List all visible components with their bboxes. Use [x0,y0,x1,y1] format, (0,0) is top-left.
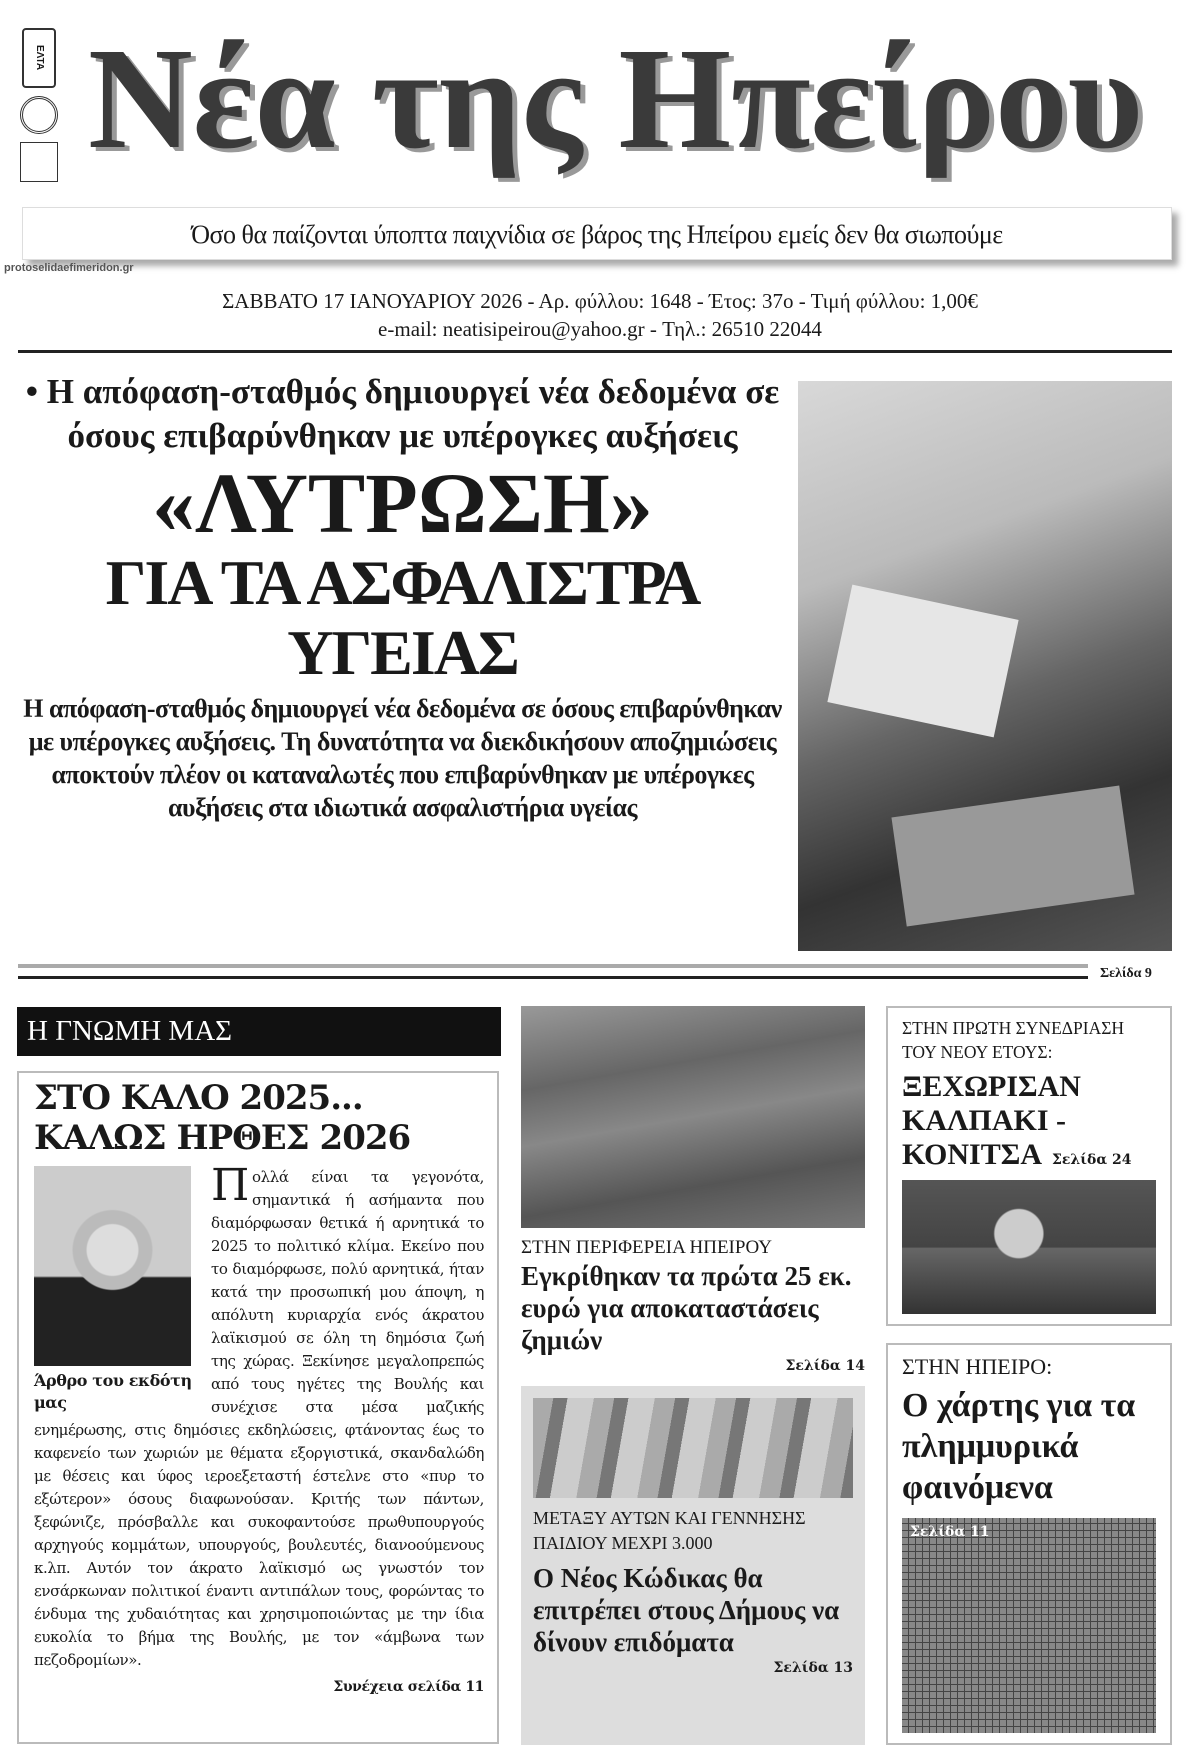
publisher-figure [34,1166,201,1414]
story-headline[interactable]: Ο Νέος Κώδικας θα επιτρέπει στους Δήμους να δίνουν επιδόματα [533,1563,840,1657]
lead-kicker: • Η απόφαση-σταθμός δημιουργεί νέα δεδομένα σε όσους επιβαρύνθηκαν με υπέρογκες αυξήσεις [25,372,780,455]
euro-notes-photo [533,1398,853,1498]
flood-fence-photo [902,1518,1156,1733]
issue-dateline: ΣΑΒΒΑΤΟ 17 ΙΑΝΟΥΑΡΙΟΥ 2026 - Αρ. φύλλου: 1648 - Έτος: 37ο - Τιμή φύλλου: 1,00€ [222,289,978,313]
story-headline[interactable]: Ο χάρτης για τα πλημμυρικά φαινόμενα [902,1387,1136,1506]
lead-headline[interactable]: «ΛΥΤΡΩΣΗ» [152,455,653,551]
drop-cap: Π [211,1160,249,1211]
newspaper-title: Νέα της Ηπείρου [88,19,1143,179]
lead-story [20,370,785,824]
elta-logo: ΕΛΤΑ [22,28,56,88]
story-page-ref: Σελίδα 24 [1052,1152,1132,1168]
story-kicker: ΜΕΤΑΞΥ ΑΥΤΩΝ ΚΑΙ ΓΕΝΝΗΣΗΣ ΠΑΙΔΙΟΥ ΜΕΧΡΙ 3.000 [533,1508,806,1553]
association-seal-logo [20,96,58,134]
story-headline[interactable]: Εγκρίθηκαν τα πρώτα 25 εκ. ευρώ για αποκαταστάσεις ζημιών [521,1261,852,1355]
story-page-ref: Σελίδα 14 [785,1358,865,1374]
story-box [886,1343,1172,1745]
publisher-photo [34,1166,191,1366]
opinion-section-header: Η ΓΝΩΜΗ ΜΑΣ [17,1007,501,1056]
opinion-article [34,1078,484,1698]
opinion-caption: Άρθρο του εκδότη μας [34,1371,192,1412]
story-page-ref: Σελίδα 13 [773,1660,853,1676]
story-box [886,1006,1172,1326]
middle-column [521,1006,865,1745]
story-kicker: ΣΤΗΝ ΠΕΡΙΦΕΡΕΙΑ ΗΠΕΙΡΟΥ [521,1237,772,1258]
right-column [886,1006,1172,1745]
contact-line: e-mail: neatisipeirou@yahoo.gr - Τηλ.: 26510 22044 [378,317,822,341]
story-kicker: ΣΤΗΝ ΗΠΕΙΡΟ: [902,1354,1053,1379]
story-box [521,1386,865,1745]
story-headline-row [902,1070,1156,1172]
opinion-title[interactable]: ΣΤΟ ΚΑΛΟ 2025... ΚΑΛΩΣ ΗΡΘΕΣ 2026 [34,1078,411,1158]
story-kicker: ΣΤΗΝ ΠΡΩΤΗ ΣΥΝΕΔΡΙΑΣΗ ΤΟΥ ΝΕΟΥ ΕΤΟΥΣ: [902,1018,1125,1062]
opinion-text: ολλά είναι τα γεγονότα, σημαντικά ή ασήμαντα που διαμόρφωσαν θετικά ή αρνητικά το 2025 το πολιτικό κλίμα. Εκείνο που το διαμόρφωσε, πολύ αρνητικά, ήταν κατά την προσωπική μου άποψη, η απόλυτη κυριαρχία ενός άκρατου λαϊκισμού σε όλη τη δημόσια ζωή της χώρας. Ξεκίνησε μεγαλοπρεπώς από τους ηγέτες της Βουλής και συνέχισε στα μέσα μαζικής ενημέρωσης, στις δημόσιες εκδηλώσεις, φτάνοντας έως το καφενείο των χωριών με θέματα εξοργιστικά, σκανδαλώδη με θέσεις και ύφος ιεροεξεταστή έστελνε στο «πυρ το εξώτερον» όσους διαφωνούσαν. Κριτής των πάντων, ξεφώνιζε, πρόσβαλλε και συκοφαντούσε πρωθυπουργούς αρχηγούς κομμάτων, υπουργούς, βουλευτές, διανοούμενους κ.λπ. Αυτόν τον άκρατο λαϊκισμό ως γνωστόν τον ενσάρκωναν πολιτικοί έναντι αντιπάλων τους, φορώντας το ένδυμα της χυδαιότητας και χρησιμοποιώντας με την ίδια ευκολία το βήμα της Βουλής, με τον «άμβωνα των πεζοδρομίων». [34,1168,484,1669]
story-headline[interactable]: ΞΕΧΩΡΙΣΑΝ ΚΑΛΠΑΚΙ - ΚΟΝΙΤΣΑ [902,1070,1081,1171]
lead-photo [798,381,1172,951]
watermark: protoselidaefimeridon.gr [4,262,134,274]
lead-summary: Η απόφαση-σταθμός δημιουργεί νέα δεδομένα σε όσους επιβαρύνθηκαν με υπέρογκες αυξήσεις. Τη δυνατότητα να διεκδικήσουν αποζημιώσεις αποκτούν πλέον οι καταναλωτές που επιβαρύνθηκαν με υπέρογκες αυξήσεις στα ιδιωτικά ασφαλιστήρια υγείας [23,694,782,822]
story-page-ref: Σελίδα 11 [910,1524,990,1540]
registry-stamp-logo [20,142,58,182]
section-divider [18,964,1088,968]
section-divider-dark [18,976,1088,979]
slogan-banner: Όσο θα παίζονται ύποπτα παιχνίδια σε βάρος της Ηπείρου εμείς δεν θα σιωπούμε [22,207,1172,260]
lead-page-ref: Σελίδα 9 [1100,966,1152,981]
opinion-continued: Συνέχεια σελίδα 11 [333,1679,484,1695]
council-member-photo [902,1180,1156,1314]
header-divider [18,350,1172,353]
lead-headline-sub[interactable]: ΓΙΑ ΤΑ ΑΣΦΑΛΙΣΤΡΑ ΥΓΕΙΑΣ [105,547,700,688]
opinion-body [34,1160,484,1698]
landslide-photo [521,1006,865,1228]
